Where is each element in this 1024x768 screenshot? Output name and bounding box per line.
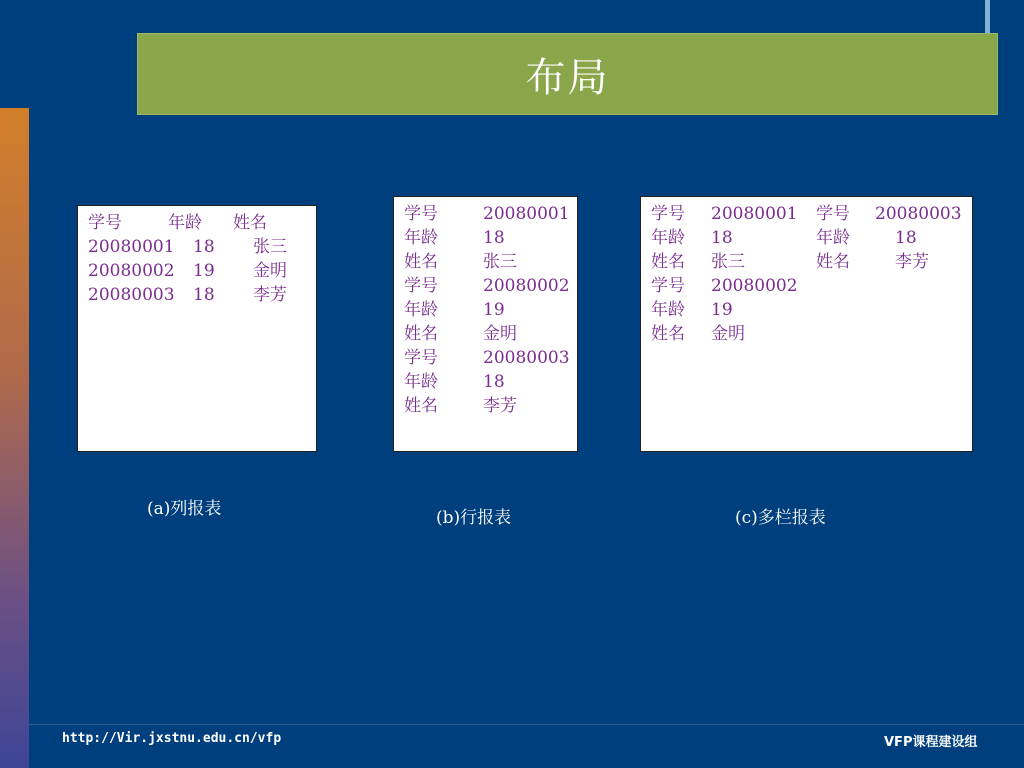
field-value: 李芳 bbox=[895, 252, 929, 272]
field-label: 学号 bbox=[404, 348, 438, 368]
header-cell: 姓名 bbox=[233, 213, 267, 233]
table-cell: 18 bbox=[193, 237, 215, 257]
field-label: 年龄 bbox=[816, 228, 850, 248]
row-report-caption: (b)行报表 bbox=[436, 508, 512, 528]
table-cell: 20080002 bbox=[88, 261, 175, 281]
field-value: 18 bbox=[483, 228, 505, 248]
field-label: 年龄 bbox=[651, 300, 685, 320]
field-value: 李芳 bbox=[483, 396, 517, 416]
table-cell: 18 bbox=[193, 285, 215, 305]
field-value: 20080003 bbox=[875, 204, 962, 224]
field-value: 20080001 bbox=[483, 204, 570, 224]
table-cell: 20080001 bbox=[88, 237, 175, 257]
field-label: 姓名 bbox=[404, 324, 438, 344]
field-label: 年龄 bbox=[404, 300, 438, 320]
field-label: 学号 bbox=[651, 204, 685, 224]
field-value: 20080003 bbox=[483, 348, 570, 368]
field-label: 学号 bbox=[651, 276, 685, 296]
multi-column-report-panel bbox=[640, 196, 973, 452]
field-label: 姓名 bbox=[816, 252, 850, 272]
field-label: 学号 bbox=[816, 204, 850, 224]
footer-divider bbox=[29, 724, 1024, 725]
field-label: 姓名 bbox=[651, 324, 685, 344]
field-label: 学号 bbox=[404, 204, 438, 224]
field-value: 20080001 bbox=[711, 204, 798, 224]
slide-title: 布局 bbox=[525, 54, 610, 101]
field-label: 年龄 bbox=[651, 228, 685, 248]
header-cell: 年龄 bbox=[168, 213, 202, 233]
field-value: 张三 bbox=[711, 252, 745, 272]
title-bar bbox=[137, 33, 998, 115]
row-report-panel bbox=[393, 196, 578, 452]
table-cell: 张三 bbox=[253, 237, 287, 257]
multi-column-report-caption: (c)多栏报表 bbox=[735, 508, 826, 528]
column-report-panel bbox=[77, 205, 317, 452]
footer-url: http://Vir.jxstnu.edu.cn/vfp bbox=[62, 731, 282, 746]
field-value: 金明 bbox=[711, 324, 745, 344]
field-value: 19 bbox=[711, 300, 733, 320]
field-value: 张三 bbox=[483, 252, 517, 272]
field-value: 金明 bbox=[483, 324, 517, 344]
left-accent-bar bbox=[0, 108, 29, 768]
column-report-caption: (a)列报表 bbox=[147, 499, 222, 519]
field-label: 年龄 bbox=[404, 228, 438, 248]
field-value: 18 bbox=[895, 228, 917, 248]
field-value: 19 bbox=[483, 300, 505, 320]
field-value: 18 bbox=[711, 228, 733, 248]
field-label: 学号 bbox=[404, 276, 438, 296]
field-label: 姓名 bbox=[404, 396, 438, 416]
field-label: 姓名 bbox=[651, 252, 685, 272]
table-cell: 李芳 bbox=[253, 285, 287, 305]
table-cell: 20080003 bbox=[88, 285, 175, 305]
field-label: 姓名 bbox=[404, 252, 438, 272]
field-value: 20080002 bbox=[483, 276, 570, 296]
field-value: 18 bbox=[483, 372, 505, 392]
header-cell: 学号 bbox=[88, 213, 122, 233]
field-value: 20080002 bbox=[711, 276, 798, 296]
footer-org: VFP课程建设组 bbox=[884, 735, 978, 750]
table-cell: 金明 bbox=[253, 261, 287, 281]
field-label: 年龄 bbox=[404, 372, 438, 392]
table-cell: 19 bbox=[193, 261, 215, 281]
